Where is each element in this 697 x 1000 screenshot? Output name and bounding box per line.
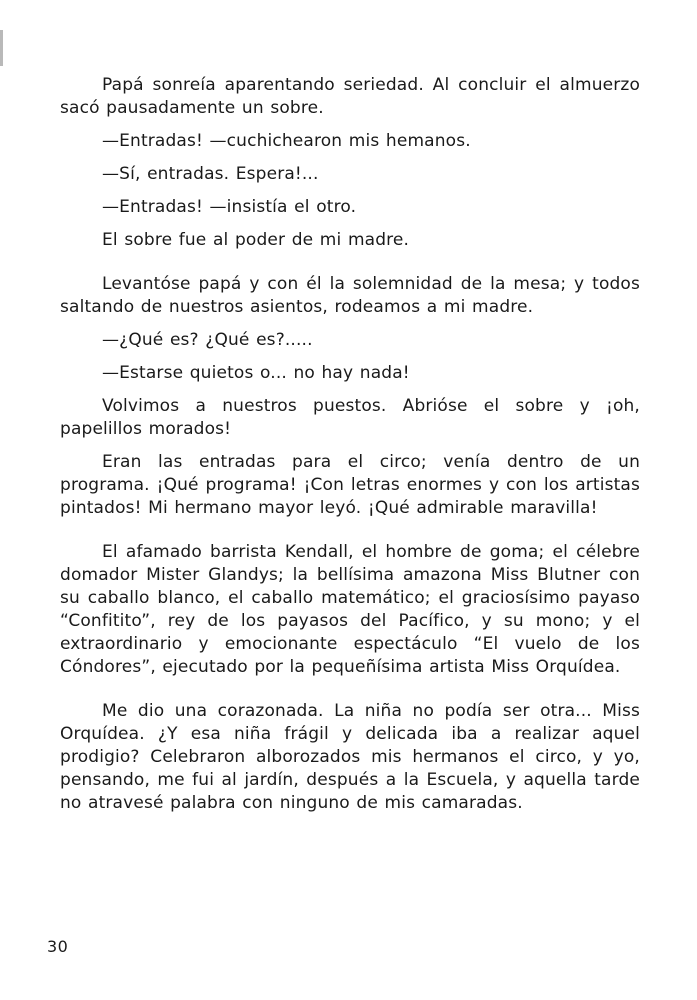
paragraph-5: El sobre fue al poder de mi madre. [102,230,410,250]
paragraph-2: —Entradas! —cuchichearon mis hemanos. [102,131,471,151]
paragraph-10: Eran las entradas para el circo; venía dentro de un programa. ¡Qué programa! ¡Con letras enormes y con los artistas pintados! Mi hermano mayor leyó. ¡Qué admirable maravilla! [60,452,640,518]
paragraph-12: Me dio una corazonada. La niña no podía ser otra... Miss Orquídea. ¿Y esa niña frágil y delicada iba a realizar aquel prodigio? Celebraron alborozados mis hermanos el circo, y yo, pensando, me fui al jardín, después a la Escuela, y aquella tarde no atravesé palabra con ninguno de mis camaradas. [60,701,640,813]
page-edge-mark [0,30,3,66]
paragraph-8: —Estarse quietos o... no hay nada! [102,363,410,383]
paragraph-4: —Entradas! —insistía el otro. [102,197,357,217]
paragraph-3: —Sí, entradas. Espera!... [102,164,319,184]
page-number: 30 [47,937,69,956]
paragraph-11: El afamado barrista Kendall, el hombre de goma; el célebre domador Mister Glandys; la bellísima amazona Miss Blutner con su caballo blanco, el caballo matemático; el graciosísimo payaso “Confitito”, rey de los payasos del Pacífico, y su mono; y el extraordinario y emocionante espectáculo “El vuelo de los Cóndores”, ejecutado por la pequeñísima artista Miss Orquídea. [60,542,640,677]
paragraph-1: Papá sonreía aparentando seriedad. Al concluir el almuerzo sacó pausadamente un sobre. [60,75,640,118]
page-body-text [60,74,640,825]
paragraph-7: —¿Qué es? ¿Qué es?..... [102,330,313,350]
paragraph-9: Volvimos a nuestros puestos. Abrióse el sobre y ¡oh, papelillos morados! [60,396,640,439]
paragraph-6: Levantóse papá y con él la solemnidad de la mesa; y todos saltando de nuestros asientos, rodeamos a mi madre. [60,274,640,317]
